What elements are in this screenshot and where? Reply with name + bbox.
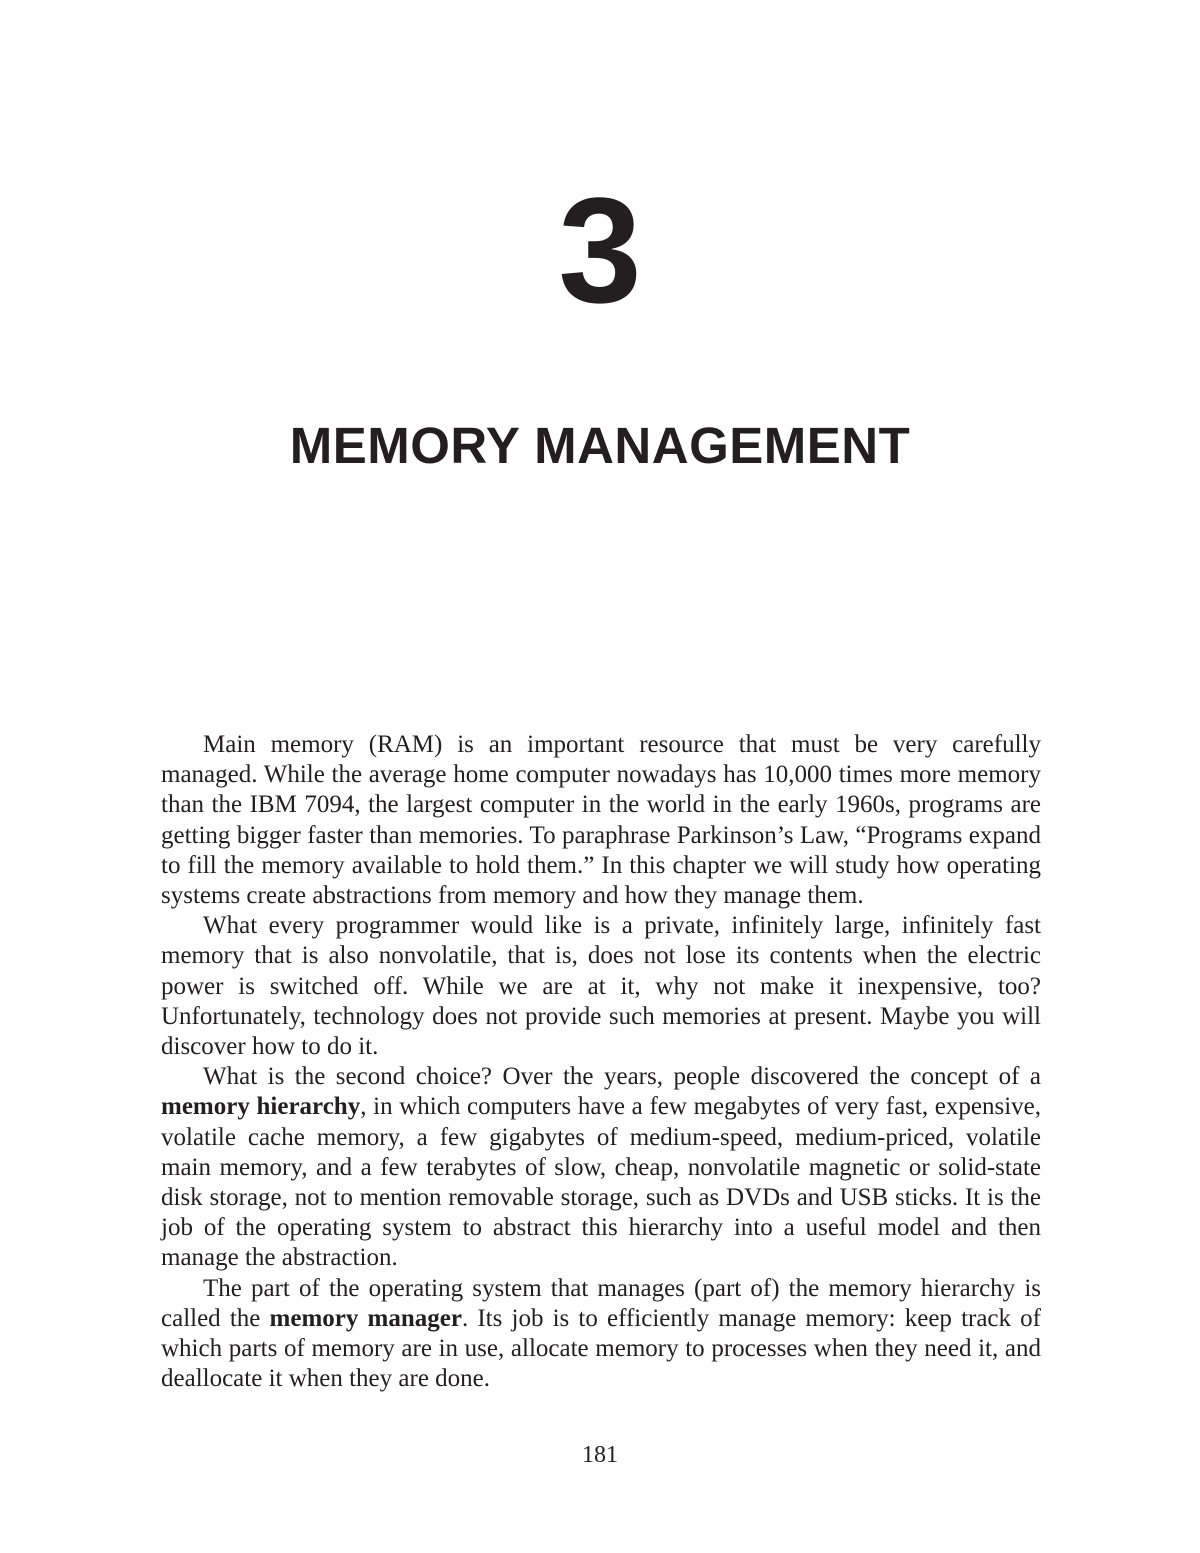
paragraph-memory-hierarchy	[161, 1062, 1041, 1273]
paragraph-text-before: The part of the operating system that manages (part of) the memory hierarchy is called the	[161, 1274, 1041, 1332]
paragraph-text-before: What is the second choice? Over the years, people discovered the concept of a	[203, 1063, 1041, 1091]
paragraph-ideal-memory: What every programmer would like is a private, infinitely large, infinitely fast memory that is also nonvolatile, that is, does not lose its contents when the electric power is switched off. While we are at it, why not make it inexpensive, too? Unfortunately, technology does not provide such memories at present. Maybe you will discover how to do it.	[161, 912, 1041, 1061]
paragraph-memory-manager	[161, 1274, 1041, 1395]
paragraph-text-after: . Its job is to efficiently manage memory: keep track of which parts of memory are in use, allocate memory to processes when they need it, and deallocate it when they are done.	[161, 1304, 1042, 1393]
page-number: 181	[582, 1442, 618, 1468]
term-memory-hierarchy: memory hierarchy	[161, 1093, 361, 1121]
paragraph-text-after: , in which computers have a few megabytes of very fast, expensive, volatile cache memory, a few gigabytes of medium-speed, medium-priced, volatile main memory, and a few terabytes of slow, cheap, nonvolatile magnetic or solid-state disk storage, not to mention removable storage, such as DVDs and USB sticks. It is the job of the operating system to abstract this hierarchy into a useful model and then manage the abstraction.	[161, 1093, 1041, 1272]
chapter-number: 3	[558, 166, 642, 334]
chapter-body	[161, 730, 1041, 1394]
term-memory-manager: memory manager	[269, 1304, 462, 1332]
chapter-title: MEMORY MANAGEMENT	[289, 417, 911, 474]
paragraph-intro: Main memory (RAM) is an important resource that must be very carefully managed. While the average home computer nowadays has 10,000 times more memory than the IBM 7094, the largest computer in the world in the early 1960s, programs are getting bigger faster than memories. To paraphrase Parkinson’s Law, “Programs expand to fill the memory available to hold them.” In this chapter we will study how operating systems create abstractions from memory and how they manage them.	[161, 731, 1041, 910]
